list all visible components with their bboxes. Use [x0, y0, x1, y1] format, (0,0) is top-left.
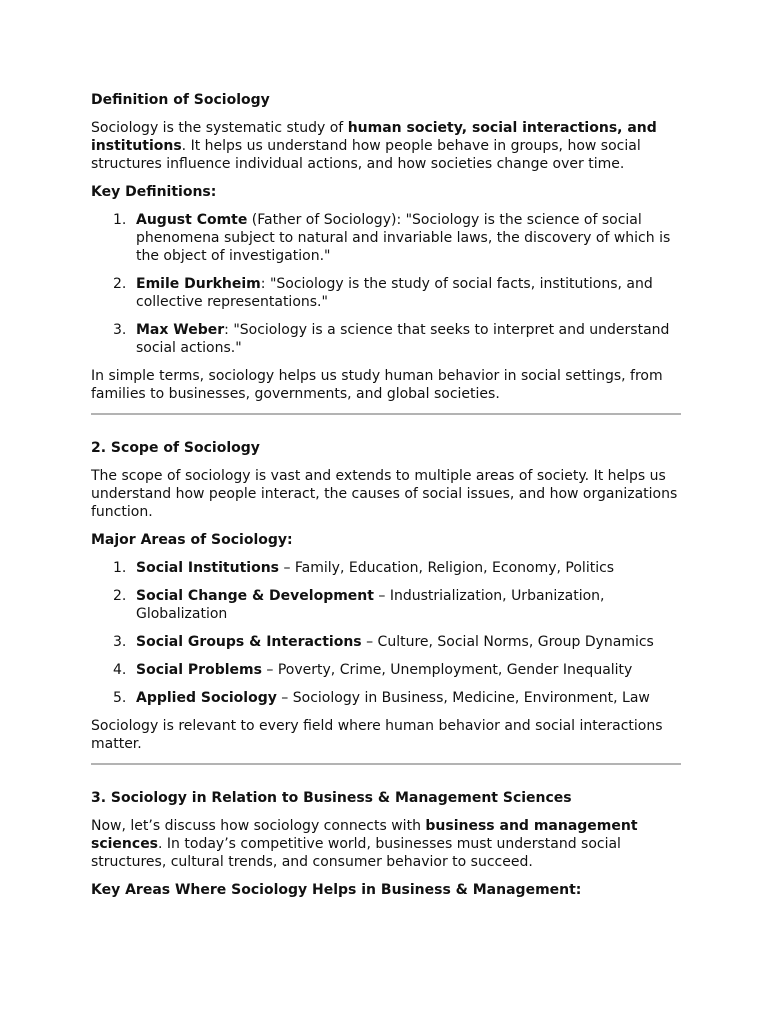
list-item-text: (Father of Sociology): "Sociology is the science of social phenomena subject to natural and invariable laws, the discovery of which is the object of investigation." [136, 212, 671, 264]
section-divider [91, 763, 681, 765]
list-item-text: – Sociology in Business, Medicine, Environment, Law [276, 690, 650, 706]
list-item-number: 4. [113, 662, 127, 678]
section-divider [91, 413, 681, 415]
section1-intro [91, 119, 681, 173]
key-definitions-list [91, 211, 681, 357]
list-item-text: – Industrialization, Urbanization, Globalization [136, 588, 605, 622]
list-item [91, 661, 681, 679]
list-item [91, 559, 681, 577]
list-item-number: 1. [113, 560, 127, 576]
list-item-number: 3. [113, 634, 127, 650]
list-item-bold: Max Weber [136, 322, 225, 338]
list-item-number: 2. [113, 588, 127, 604]
list-item [91, 587, 681, 623]
list-item [91, 321, 681, 357]
section3-title: 3. Sociology in Relation to Business & Management Sciences [91, 790, 572, 806]
document-page [91, 91, 681, 909]
list-item-bold: Social Change & Development [136, 588, 374, 604]
list-item-bold: August Comte [136, 212, 248, 228]
major-areas-list [91, 559, 681, 707]
list-item-number: 1. [113, 212, 127, 228]
section1-intro-post: . It helps us understand how people behave in groups, how social structures influence individual actions, and how societies change over time. [91, 138, 641, 172]
list-item-number: 3. [113, 322, 127, 338]
list-item [91, 275, 681, 311]
list-item-text: : "Sociology is the study of social facts, institutions, and collective representations." [136, 276, 653, 310]
list-item-text: : "Sociology is a science that seeks to interpret and understand social actions." [136, 322, 670, 356]
section1-closing: In simple terms, sociology helps us study human behavior in social settings, from families to businesses, governments, and global societies. [91, 368, 663, 402]
list-item-text: – Family, Education, Religion, Economy, Politics [279, 560, 615, 576]
section3-intro-bold: business and management sciences [91, 818, 638, 852]
list-item-number: 2. [113, 276, 127, 292]
list-item-bold: Social Institutions [136, 560, 279, 576]
list-item-bold: Social Groups & Interactions [136, 634, 362, 650]
list-item [91, 211, 681, 265]
list-item-bold: Emile Durkheim [136, 276, 261, 292]
list-item-bold: Social Problems [136, 662, 262, 678]
list-item-text: – Culture, Social Norms, Group Dynamics [361, 634, 654, 650]
section2-closing: Sociology is relevant to every field where human behavior and social interactions matter. [91, 718, 663, 752]
section3-subheading: Key Areas Where Sociology Helps in Business & Management: [91, 882, 582, 898]
list-item-text: – Poverty, Crime, Unemployment, Gender Inequality [261, 662, 633, 678]
section2-intro: The scope of sociology is vast and extends to multiple areas of society. It helps us understand how people interact, the causes of social issues, and how organizations function. [91, 468, 678, 520]
section2-subheading: Major Areas of Sociology: [91, 532, 293, 548]
section1-subheading: Key Definitions: [91, 184, 217, 200]
list-item-number: 5. [113, 690, 127, 706]
list-item [91, 633, 681, 651]
section3-intro-pre: Now, let’s discuss how sociology connects with [91, 818, 426, 834]
section2-title: 2. Scope of Sociology [91, 440, 260, 456]
section3-intro [91, 817, 681, 871]
section3-intro-post: . In today’s competitive world, businesses must understand social structures, cultural trends, and consumer behavior to succeed. [91, 836, 621, 870]
list-item [91, 689, 681, 707]
section1-intro-bold: human society, social interactions, and institutions [91, 120, 657, 154]
section1-intro-pre: Sociology is the systematic study of [91, 120, 348, 136]
list-item-bold: Applied Sociology [136, 690, 277, 706]
section1-title: Definition of Sociology [91, 92, 270, 108]
